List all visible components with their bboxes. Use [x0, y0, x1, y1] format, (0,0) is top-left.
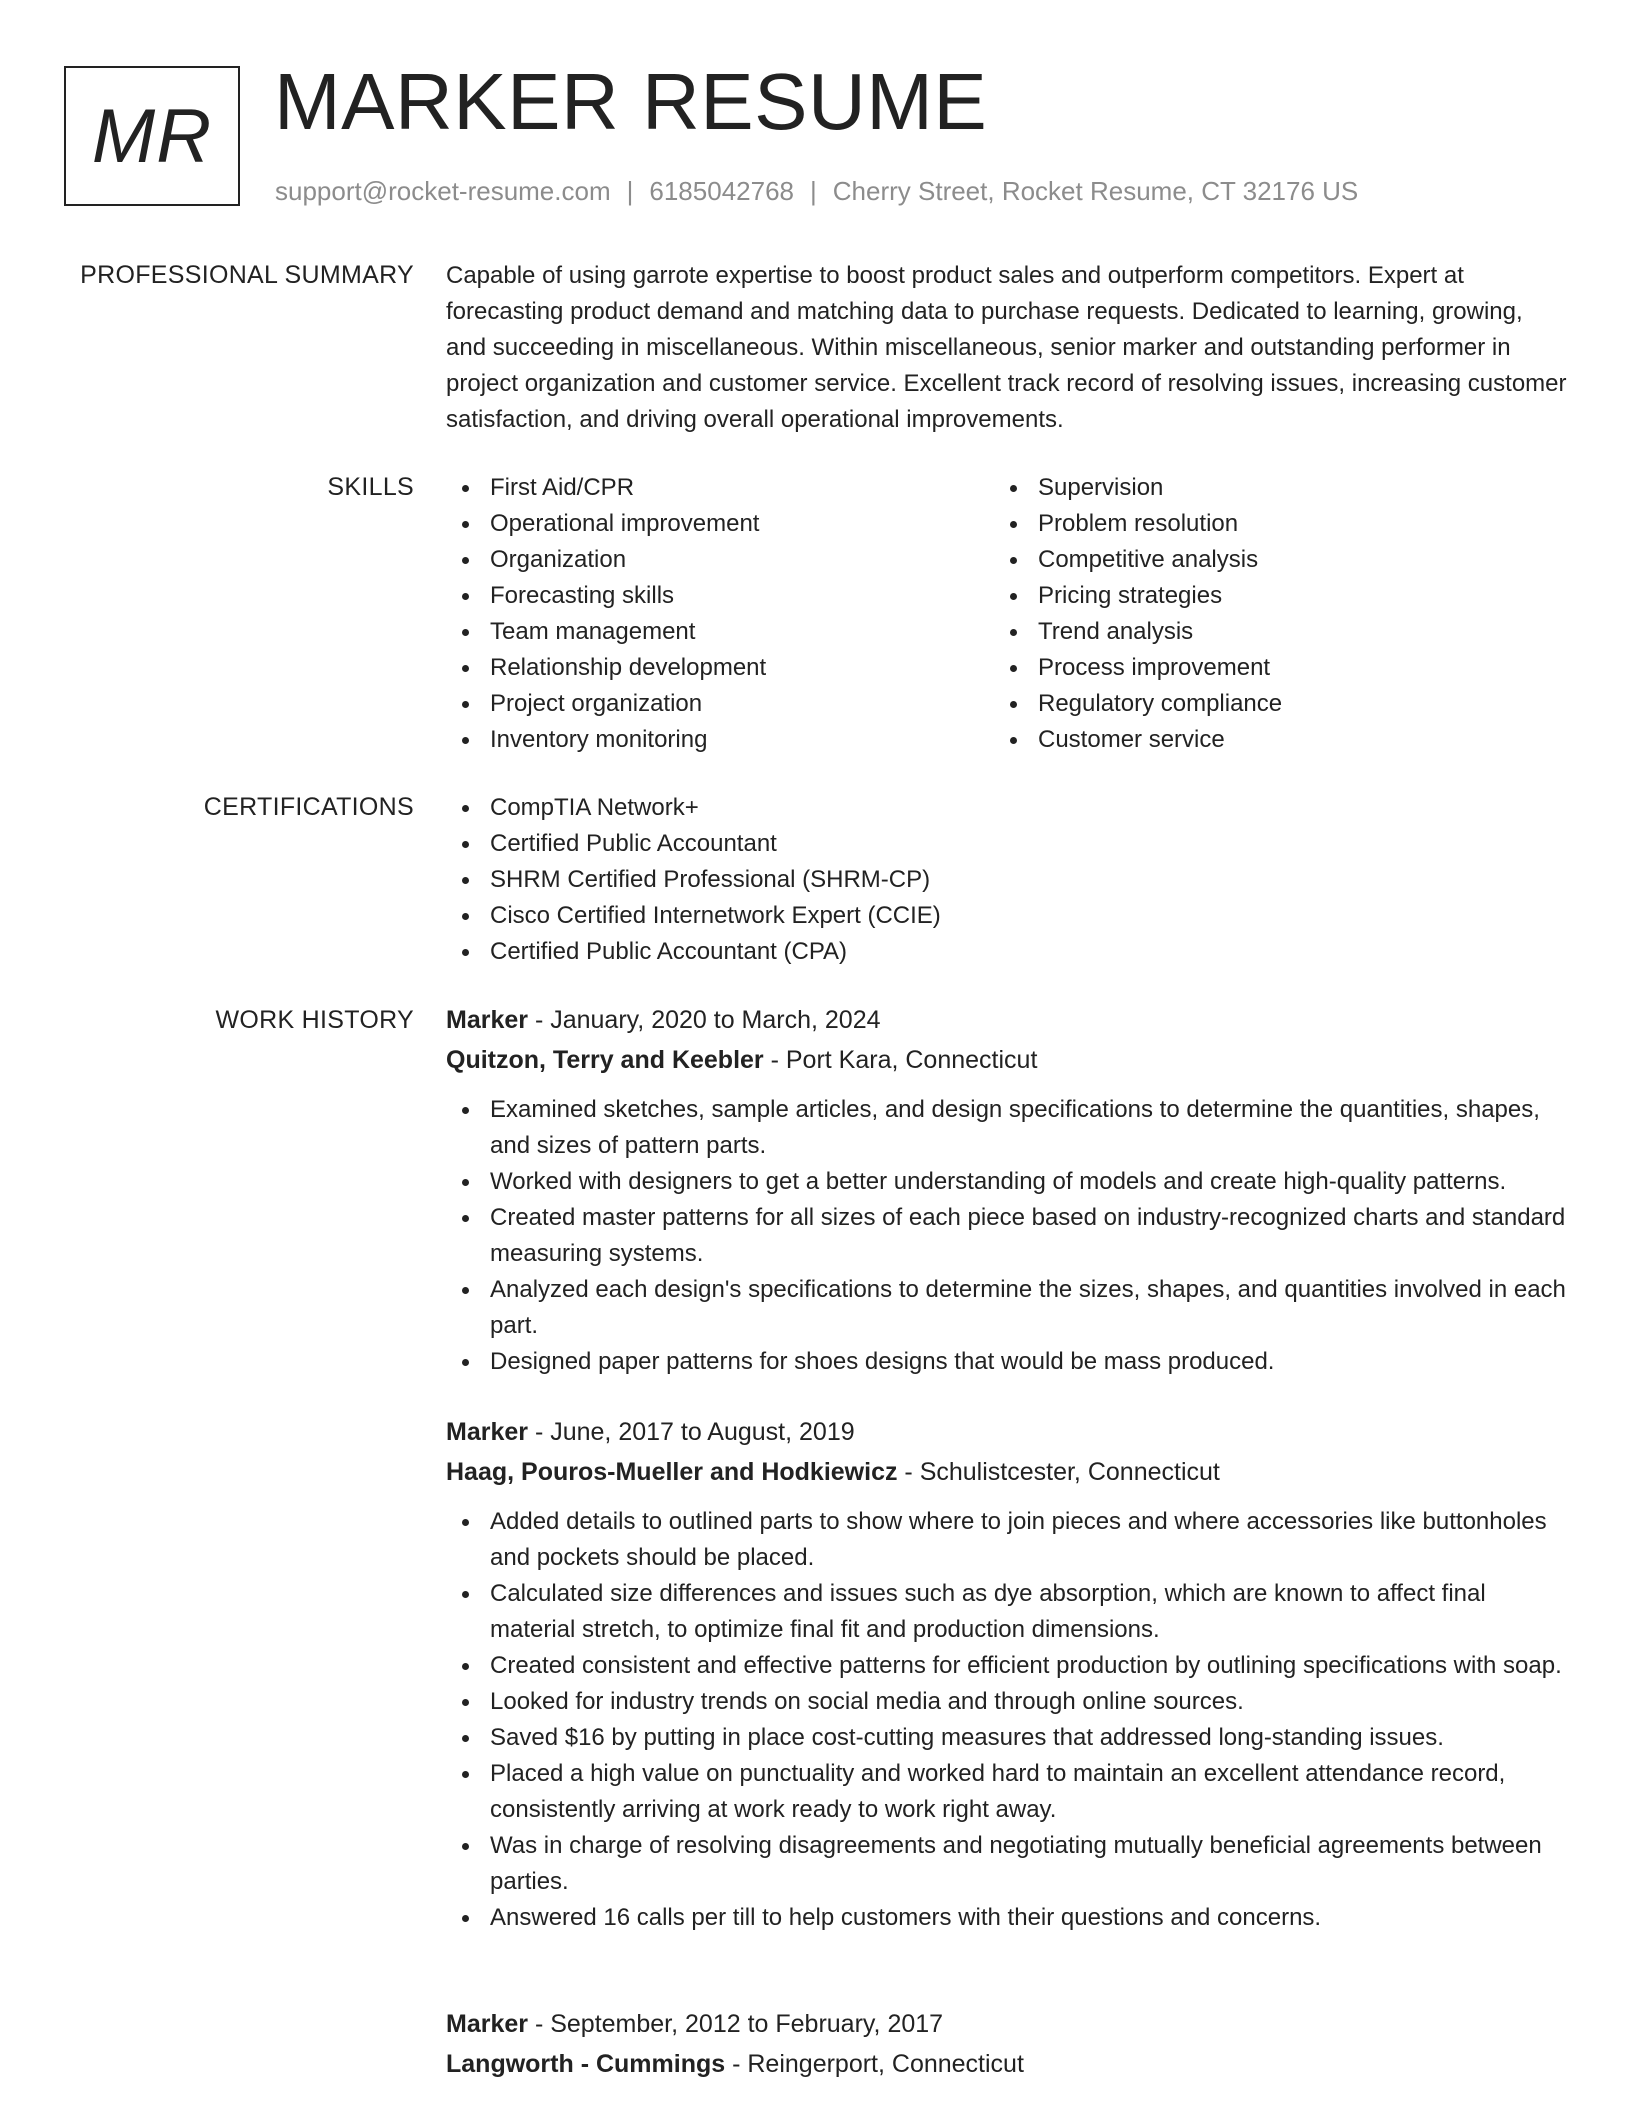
job-company-line	[446, 2044, 1568, 2084]
skills-list-right	[994, 470, 1542, 758]
job-duty-item: Answered 16 calls per till to help customers with their questions and concerns.	[446, 1900, 1568, 1936]
skill-item: Team management	[446, 614, 994, 650]
certification-item: Certified Public Accountant (CPA)	[446, 934, 1568, 970]
job-duty-item: Examined sketches, sample articles, and design specifications to determine the quantities, shapes, and sizes of pattern parts.	[446, 1092, 1568, 1164]
skill-item: Inventory monitoring	[446, 722, 994, 758]
job-title: Marker	[446, 2010, 528, 2038]
skill-item: Operational improvement	[446, 506, 994, 542]
skill-item: First Aid/CPR	[446, 470, 994, 506]
contact-address: Cherry Street, Rocket Resume, CT 32176 US	[832, 176, 1359, 206]
job-location: - Port Kara, Connecticut	[763, 1046, 1038, 1074]
skill-item: Process improvement	[994, 650, 1542, 686]
job-location: - Schulistcester, Connecticut	[897, 1458, 1220, 1486]
certification-item: SHRM Certified Professional (SHRM-CP)	[446, 862, 1568, 898]
certification-item: CompTIA Network+	[446, 790, 1568, 826]
certifications-section	[446, 790, 1568, 970]
certification-item: Certified Public Accountant	[446, 826, 1568, 862]
job-company: Haag, Pouros-Mueller and Hodkiewicz	[446, 1458, 898, 1486]
skill-item: Trend analysis	[994, 614, 1542, 650]
certifications-list	[446, 790, 1568, 970]
job-duty-item: Created consistent and effective patterns for efficient production by outlining specifications with soap.	[446, 1648, 1568, 1684]
skills-section	[446, 470, 1568, 758]
job-entry	[446, 1000, 1568, 1380]
job-duties-list	[446, 1092, 1568, 1380]
contact-email: support@rocket-resume.com	[275, 176, 611, 206]
job-title-line	[446, 2004, 1568, 2044]
contact-phone: 6185042768	[649, 176, 794, 206]
job-duty-item: Calculated size differences and issues such as dye absorption, which are known to affect final material stretch, to optimize final fit and production dimensions.	[446, 1576, 1568, 1648]
monogram-box: MR	[64, 66, 240, 206]
job-entry	[446, 1412, 1568, 1936]
work-history-label: WORK HISTORY	[215, 1006, 414, 1034]
job-title: Marker	[446, 1418, 528, 1446]
contact-separator-1: |	[626, 176, 634, 206]
contact-separator-2: |	[810, 176, 817, 206]
resume-name: MARKER RESUME	[274, 57, 988, 146]
job-dates: - January, 2020 to March, 2024	[528, 1006, 881, 1034]
certifications-label: CERTIFICATIONS	[203, 793, 414, 821]
job-duty-item: Created master patterns for all sizes of each piece based on industry-recognized charts and standard measuring systems.	[446, 1200, 1568, 1272]
job-company-line	[446, 1040, 1568, 1080]
job-company: Langworth - Cummings	[446, 2050, 726, 2078]
job-title: Marker	[446, 1006, 528, 1034]
job-company-line	[446, 1452, 1568, 1492]
job-title-line	[446, 1000, 1568, 1040]
skill-item: Forecasting skills	[446, 578, 994, 614]
skill-item: Organization	[446, 542, 994, 578]
summary-label: PROFESSIONAL SUMMARY	[80, 261, 414, 289]
job-duty-item: Was in charge of resolving disagreements and negotiating mutually beneficial agreements between parties.	[446, 1828, 1568, 1900]
job-dates: - June, 2017 to August, 2019	[528, 1418, 855, 1446]
skill-item: Pricing strategies	[994, 578, 1542, 614]
job-duty-item: Analyzed each design's specifications to determine the sizes, shapes, and quantities involved in each part.	[446, 1272, 1568, 1344]
skill-item: Project organization	[446, 686, 994, 722]
skill-item: Supervision	[994, 470, 1542, 506]
job-duty-item: Designed paper patterns for shoes designs that would be mass produced.	[446, 1344, 1568, 1380]
skill-item: Problem resolution	[994, 506, 1542, 542]
contact-line	[275, 174, 1358, 208]
summary-section	[446, 258, 1568, 438]
job-duties-list	[446, 1504, 1568, 1936]
skill-item: Relationship development	[446, 650, 994, 686]
summary-text: Capable of using garrote expertise to boost product sales and outperform competitors. Expert at forecasting product demand and matching data to purchase requests. Dedicated to learning, growing, and succeeding in miscellaneous. Within miscellaneous, senior marker and outstanding performer in project organization and customer service. Excellent track record of resolving issues, increasing customer satisfaction, and driving overall operational improvements.	[446, 262, 1567, 433]
skills-label: SKILLS	[327, 473, 414, 501]
job-duty-item: Looked for industry trends on social media and through online sources.	[446, 1684, 1568, 1720]
skill-item: Customer service	[994, 722, 1542, 758]
skill-item: Competitive analysis	[994, 542, 1542, 578]
skills-list-left	[446, 470, 994, 758]
certification-item: Cisco Certified Internetwork Expert (CCIE)	[446, 898, 1568, 934]
skill-item: Regulatory compliance	[994, 686, 1542, 722]
job-title-line	[446, 1412, 1568, 1452]
job-duty-item: Saved $16 by putting in place cost-cutting measures that addressed long-standing issues.	[446, 1720, 1568, 1756]
job-company: Quitzon, Terry and Keebler	[446, 1046, 764, 1074]
job-duty-item: Worked with designers to get a better understanding of models and create high-quality patterns.	[446, 1164, 1568, 1200]
job-duty-item: Added details to outlined parts to show where to join pieces and where accessories like buttonholes and pockets should be placed.	[446, 1504, 1568, 1576]
job-duty-item: Placed a high value on punctuality and worked hard to maintain an excellent attendance record, consistently arriving at work ready to work right away.	[446, 1756, 1568, 1828]
job-location: - Reingerport, Connecticut	[725, 2050, 1024, 2078]
job-entry	[446, 2004, 1568, 2096]
job-dates: - September, 2012 to February, 2017	[528, 2010, 944, 2038]
